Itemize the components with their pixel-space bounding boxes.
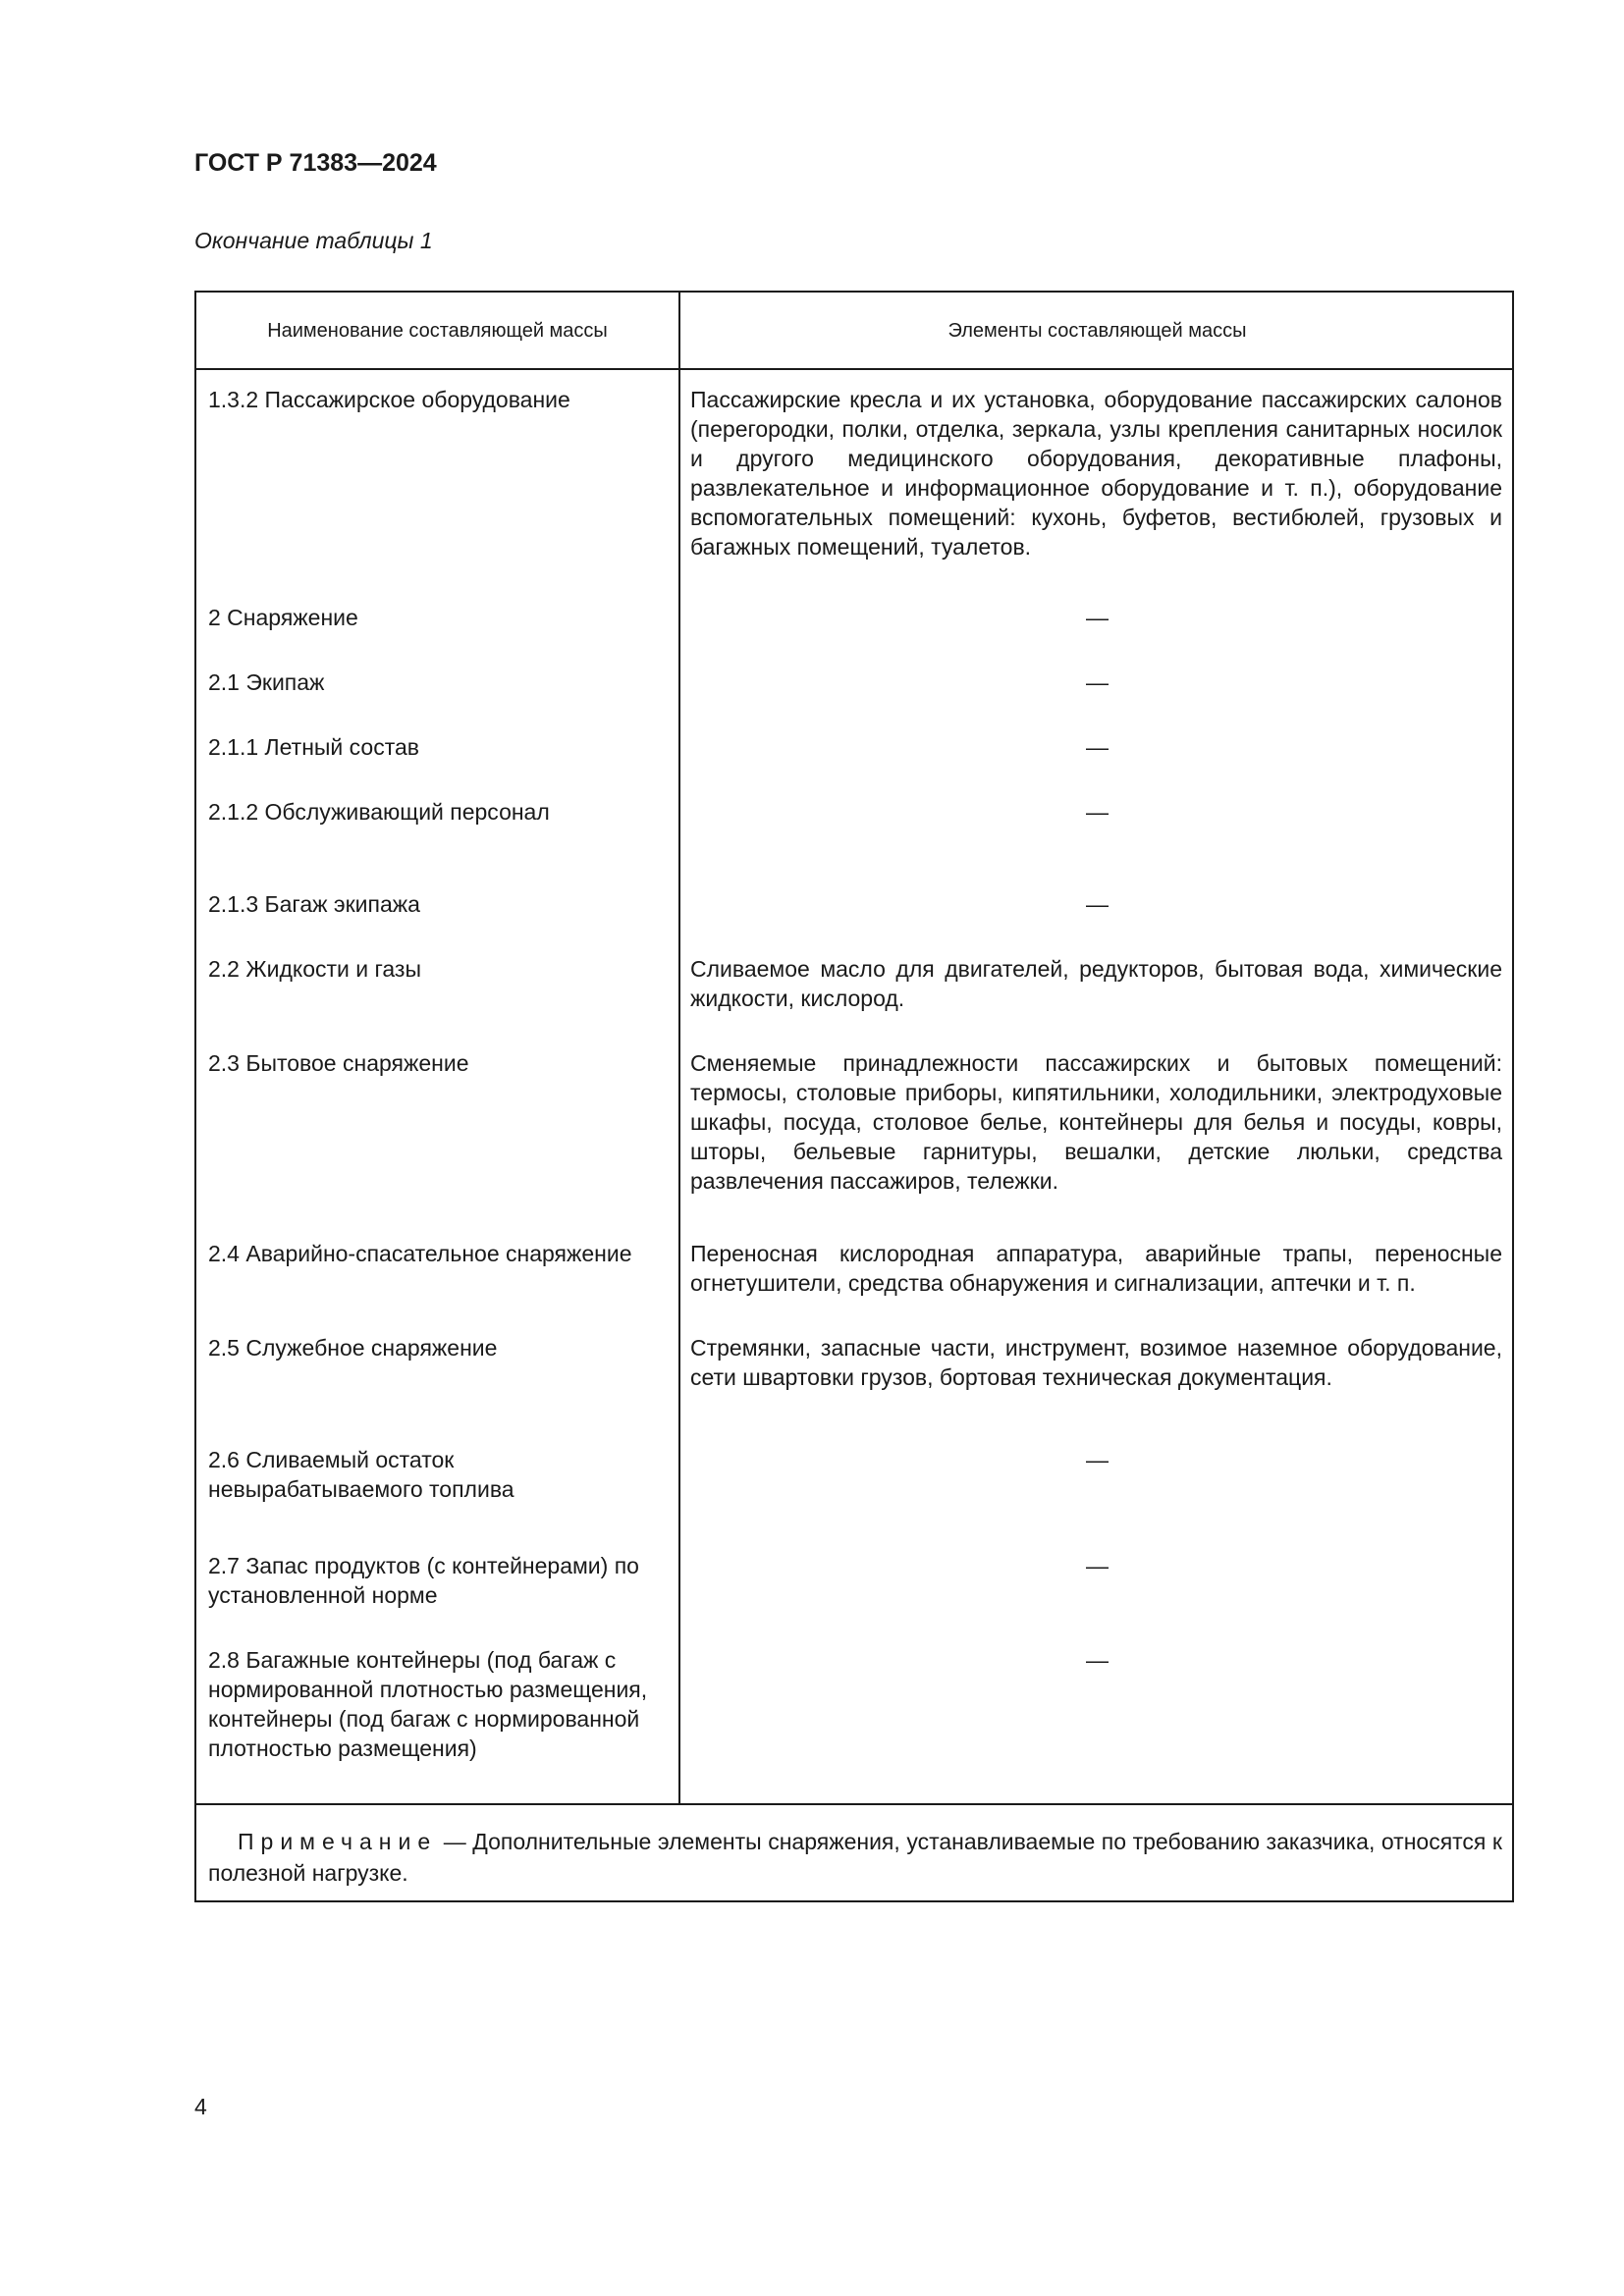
row-name-2-8: 2.8 Багажные контейнеры (под багаж с нормированной плотностью размещения, контейнеры (под багаж с нормированной плотностью размещения) — [208, 1647, 648, 1761]
row-elements-2-1-3: — — [1086, 891, 1109, 917]
note-text: — Дополнительные элементы снаряжения, устанавливаемые по требованию заказчика, относятся к полезной нагрузке. — [208, 1829, 1502, 1886]
table-caption: Окончание таблицы 1 — [194, 228, 433, 253]
note-divider — [196, 1803, 1512, 1805]
row-elements-2-8: — — [1086, 1647, 1109, 1673]
row-name-2-2: 2.2 Жидкости и газы — [208, 956, 421, 982]
row-name-2-7: 2.7 Запас продуктов (с контейнерами) по установленной норме — [208, 1553, 639, 1608]
note-label: Примечание — [238, 1829, 438, 1854]
row-elements-2-3: Сменяемые принадлежности пассажирских и бытовых помещений: термосы, столовые приборы, кипятильники, холодильники, электродуховые шкафы, посуда, столовое белье, контейнеры для белья и посуды, ковры, шторы, бельевые гарнитуры, вешалки, детские люльки, средства развлечения пассажиров, тележки. — [690, 1050, 1502, 1194]
row-name-2: 2 Снаряжение — [208, 605, 358, 630]
header-elements: Элементы составляющей массы — [947, 320, 1247, 342]
row-name-1-3-2: 1.3.2 Пассажирское оборудование — [208, 387, 570, 412]
row-name-2-6: 2.6 Сливаемый остаток невырабатываемого топлива — [208, 1447, 514, 1502]
row-elements-1-3-2: Пассажирские кресла и их установка, оборудование пассажирских салонов (перегородки, полки, отделка, зеркала, узлы крепления санитарных носилок и другого медицинского оборудования, декоративные плафоны, развлекательное и информационное оборудование и т. п.), оборудование вспомогательных помещений: кухонь, буфетов, вестибюлей, грузовых и багажных помещений, туалетов. — [690, 387, 1502, 560]
row-name-2-4: 2.4 Аварийно-спасательное снаряжение — [208, 1241, 632, 1266]
row-elements-2-6: — — [1086, 1447, 1109, 1472]
page-number: 4 — [194, 2094, 207, 2119]
header-divider — [196, 368, 1512, 370]
mass-components-table — [194, 291, 1514, 1902]
row-elements-2-7: — — [1086, 1553, 1109, 1578]
row-elements-2-1: — — [1086, 669, 1109, 695]
row-elements-2-1-2: — — [1086, 799, 1109, 825]
row-elements-2-5: Стремянки, запасные части, инструмент, возимое наземное оборудование, сети швартовки грузов, бортовая техническая документация. — [690, 1335, 1502, 1390]
row-name-2-1-3: 2.1.3 Багаж экипажа — [208, 891, 420, 917]
row-elements-2: — — [1086, 605, 1109, 630]
row-elements-2-4: Переносная кислородная аппаратура, аварийные трапы, переносные огнетушители, средства обнаружения и сигнализации, аптечки и т. п. — [690, 1241, 1502, 1296]
row-elements-2-2: Сливаемое масло для двигателей, редукторов, бытовая вода, химические жидкости, кислород. — [690, 956, 1502, 1011]
table-note — [208, 1826, 1502, 1889]
row-name-2-3: 2.3 Бытовое снаряжение — [208, 1050, 469, 1076]
row-name-2-5: 2.5 Служебное снаряжение — [208, 1335, 498, 1361]
row-name-2-1-2: 2.1.2 Обслуживающий персонал — [208, 799, 550, 825]
row-name-2-1-1: 2.1.1 Летный состав — [208, 734, 420, 760]
header-component: Наименование составляющей массы — [267, 320, 608, 342]
document-code: ГОСТ Р 71383—2024 — [194, 149, 437, 177]
row-elements-2-1-1: — — [1086, 734, 1109, 760]
row-name-2-1: 2.1 Экипаж — [208, 669, 325, 695]
